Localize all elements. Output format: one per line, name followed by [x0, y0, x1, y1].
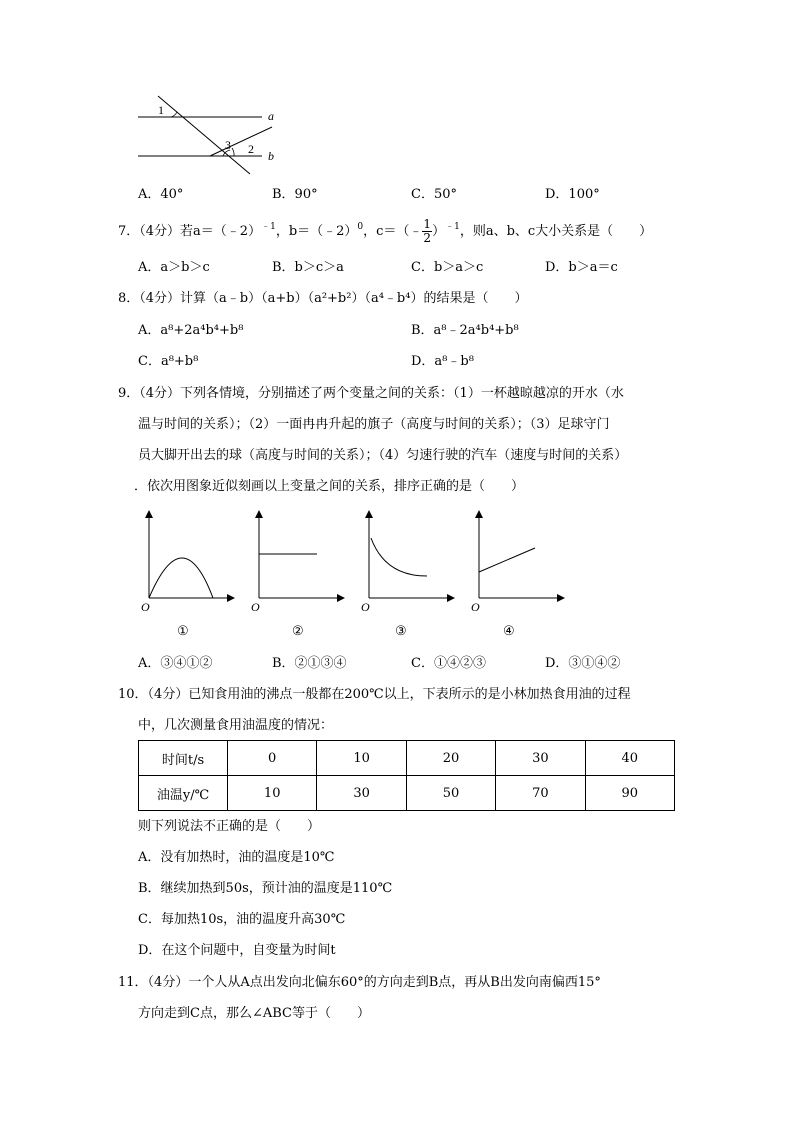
q9-stem-line-3: 员大脚开出去的球（高度与时间的关系）；（4）匀速行驶的汽车（速度与时间的关系） [138, 448, 628, 463]
table-row [139, 776, 675, 811]
q7-suffix: ，则a、b、c大小关系是（ ） [459, 224, 653, 239]
q6-option-d[interactable]: D．100° [545, 187, 600, 202]
q6-parallel-lines-figure [130, 90, 290, 180]
q6-option-c[interactable]: C．50° [411, 187, 457, 202]
q8-option-c[interactable]: C．a⁸+b⁸ [138, 354, 199, 369]
q7-option-b[interactable]: B．b＞c＞a [272, 260, 344, 275]
q9-option-d[interactable]: D．③①④② [545, 656, 621, 671]
q10-option-d[interactable]: D．在这个问题中，自变量为时间t [138, 943, 336, 958]
table-cell: 70 [496, 776, 585, 811]
q9-graph-1 [135, 508, 245, 618]
q7-a-exp: ﹣1 [261, 222, 276, 232]
q10-option-b[interactable]: B．继续加热到50s，预计油的温度是110℃ [138, 881, 393, 896]
table-row [139, 741, 675, 776]
table-cell: 0 [228, 741, 317, 776]
q9-graph-4 [465, 508, 575, 618]
q9-graph-label-1: ① [177, 624, 189, 639]
table-cell: 10 [228, 776, 317, 811]
q10-stem-line-1: 10．（4分）已知食用油的沸点一般都在200℃以上，下表所示的是小林加热食用油的过程 [118, 687, 631, 702]
row-header-time: 时间t/s [139, 741, 228, 776]
q7-a-part: a＝（﹣2） [193, 224, 262, 239]
q9-stem-line-2: 温与时间的关系）；（2）一面冉冉升起的旗子（高度与时间的关系）；（3）足球守门 [138, 417, 610, 432]
q6-option-b[interactable]: B．90° [272, 187, 318, 202]
q10-option-a[interactable]: A．没有加热时，油的温度是10℃ [138, 850, 335, 865]
q7-prefix: 7．（4分）若 [118, 224, 194, 239]
q9-stem-line-4: ．依次用图象近似刻画以上变量之间的关系，排序正确的是（ ） [134, 479, 525, 494]
table-cell: 10 [317, 741, 406, 776]
q7-c-exp: ﹣1 [445, 222, 460, 232]
q10-stem-line-2: 中，几次测量食用油温度的情况： [138, 718, 334, 733]
q9-graph-1-origin: O [141, 600, 150, 614]
q7-c-part: ，c＝（﹣ [363, 224, 423, 239]
q9-graph-label-2: ② [292, 624, 304, 639]
q6-option-a[interactable]: A．40° [138, 187, 184, 202]
q9-stem-line-1: 9．（4分）下列各情境，分别描述了两个变量之间的关系：（1）一杯越晾越凉的开水（水 [118, 386, 624, 401]
angle-1-label: 1 [158, 103, 164, 117]
q11-stem-line-1: 11．（4分）一个人从A点出发向北偏东60°的方向走到B点，再从B出发向南偏西15° [118, 975, 601, 990]
q9-option-a[interactable]: A．③④①② [138, 656, 213, 671]
table-cell: 30 [496, 741, 585, 776]
q10-question: 则下列说法不正确的是（ ） [138, 819, 321, 834]
q8-stem: 8．（4分）计算（a﹣b）（a+b）（a²+b²）（a⁴﹣b⁴）的结果是（ ） [118, 291, 528, 306]
q7-stem [118, 218, 652, 245]
q9-graph-4-origin: O [471, 600, 480, 614]
q9-option-c[interactable]: C．①④②③ [411, 656, 486, 671]
table-cell: 30 [317, 776, 406, 811]
q8-option-a[interactable]: A．a⁸+2a⁴b⁴+b⁸ [138, 323, 244, 338]
table-cell: 40 [585, 741, 674, 776]
q7-option-a[interactable]: A．a＞b＞c [138, 260, 210, 275]
table-cell: 90 [585, 776, 674, 811]
angle-3-label: 3 [225, 138, 231, 152]
q9-graph-2-origin: O [251, 600, 260, 614]
q10-data-table [138, 740, 675, 811]
q8-option-d[interactable]: D．a⁸﹣b⁸ [411, 354, 474, 369]
q8-option-b[interactable]: B．a⁸﹣2a⁴b⁴+b⁸ [411, 323, 519, 338]
q9-graph-3 [355, 508, 465, 618]
q7-option-c[interactable]: C．b＞a＞c [411, 260, 484, 275]
q7-frac-num: 1 [423, 217, 432, 231]
q9-graph-2 [245, 508, 355, 618]
line-b-label: b [268, 149, 274, 163]
q9-graph-label-4: ④ [503, 624, 515, 639]
q7-c-close: ） [432, 224, 446, 239]
q7-b-exp: 0 [357, 222, 364, 232]
q7-fraction [422, 218, 432, 245]
table-cell: 20 [406, 741, 495, 776]
q9-graph-label-3: ③ [395, 624, 407, 639]
table-cell: 50 [406, 776, 495, 811]
q7-frac-den: 2 [423, 231, 432, 245]
q7-option-d[interactable]: D．b＞a＝c [545, 260, 618, 275]
q11-stem-line-2: 方向走到C点，那么∠ABC等于（ ） [138, 1006, 370, 1021]
q9-graph-3-origin: O [361, 600, 370, 614]
line-a-label: a [268, 109, 274, 123]
q9-option-b[interactable]: B．②①③④ [272, 656, 347, 671]
q10-option-c[interactable]: C．每加热10s，油的温度升高30℃ [138, 912, 346, 927]
angle-2-label: 2 [248, 142, 254, 156]
q7-b-part: ，b＝（﹣2） [275, 224, 358, 239]
row-header-temperature: 油温y/℃ [139, 776, 228, 811]
